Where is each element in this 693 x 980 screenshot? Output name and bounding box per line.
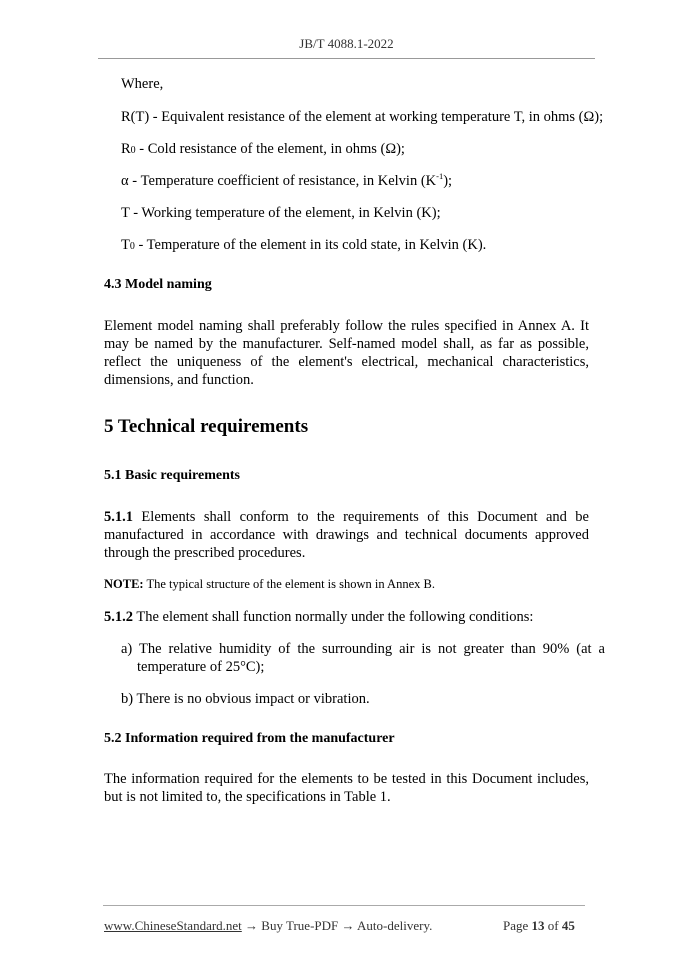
page-label: Page: [503, 918, 532, 933]
alpha-text: α - Temperature coefficient of resistance, in Kelvin (K: [121, 173, 437, 189]
list-item-b: b) There is no obvious impact or vibration.: [121, 691, 370, 707]
clause-5-1-2-number: 5.1.2: [104, 609, 133, 625]
r0-text: - Cold resistance of the element, in ohms (Ω);: [135, 141, 405, 157]
list-item-a: a) The relative humidity of the surrounding air is not greater than 90% (at a temperature of 25°C);: [121, 641, 605, 675]
def-rt: R(T) - Equivalent resistance of the element at working temperature T, in ohms (Ω);: [121, 109, 604, 125]
r0-subscript: 0: [130, 145, 136, 156]
alpha-end: );: [443, 173, 453, 189]
header-divider: [98, 58, 595, 59]
clause-5-1-1-number: 5.1.1: [104, 509, 133, 525]
footer-divider: [103, 905, 585, 906]
r0-symbol: R: [121, 141, 131, 157]
note-label: NOTE:: [104, 577, 144, 591]
paragraph-information-required: The information required for the elements to be tested in this Document includes, but is not limited to, the specifications in Table 1.: [104, 771, 589, 805]
heading-5-2: 5.2 Information required from the manufacturer: [104, 731, 395, 746]
def-alpha: [121, 173, 452, 190]
page-total: 45: [561, 918, 575, 933]
page-number: 13: [531, 918, 545, 933]
where-label: Where,: [121, 76, 164, 92]
note-text: The typical structure of the element is shown in Annex B.: [143, 577, 435, 591]
page-indicator: [503, 918, 575, 934]
clause-5-1-2-text: The element shall function normally under the following conditions:: [133, 609, 534, 625]
def-t0: [121, 237, 486, 254]
t0-text: - Temperature of the element in its cold state, in Kelvin (K).: [134, 237, 487, 253]
footer-left: [104, 918, 432, 934]
t0-symbol: T: [121, 237, 130, 253]
heading-5: 5 Technical requirements: [104, 416, 309, 437]
heading-5-1: 5.1 Basic requirements: [104, 468, 240, 483]
def-t: T - Working temperature of the element, in Kelvin (K);: [121, 205, 441, 221]
clause-5-1-2: [104, 608, 589, 626]
t0-subscript: 0: [129, 241, 135, 252]
site-link[interactable]: www.ChineseStandard.net: [104, 918, 242, 933]
paragraph-model-naming: Element model naming shall preferably follow the rules specified in Annex A. It may be named by the manufacturer. Self-named model shall, as far as possible, reflect the uniqueness of the element's electrical, mechanical characteristics, dimensions, and function.: [104, 318, 589, 388]
alpha-superscript: -1: [436, 171, 444, 182]
heading-4-3: 4.3 Model naming: [104, 277, 212, 292]
footer-promo: → Buy True-PDF → Auto-delivery.: [241, 918, 433, 933]
of-label: of: [544, 918, 562, 933]
note: [104, 577, 435, 592]
def-r0: [121, 141, 405, 158]
clause-5-1-1-text: Elements shall conform to the requirements of this Document and be manufactured in accordance with drawings and technical documents approved through the prescribed procedures.: [104, 509, 589, 561]
clause-5-1-1: [104, 508, 589, 562]
page-header: JB/T 4088.1-2022: [299, 36, 394, 51]
